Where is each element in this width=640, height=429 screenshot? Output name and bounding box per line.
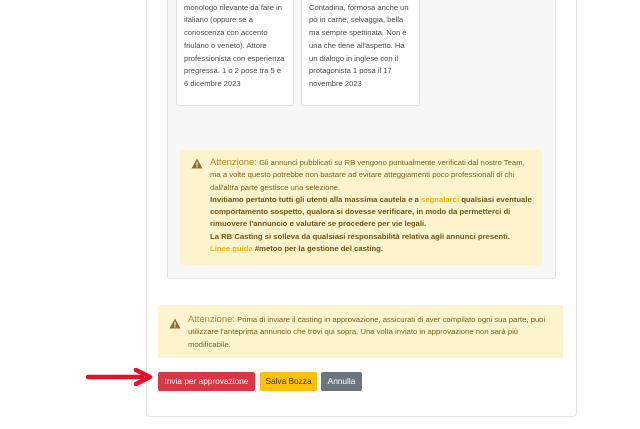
role-description: Contadina, formosa anche un pò in carne, selvaggia, bella ma sempre spettinata. Non è una che tiene all'aspetto. Ha un dialogo in inglese con il protagonista 1 posa il 17 novembre 2023 [309, 2, 409, 88]
submit-for-approval-button[interactable]: Invia per approvazione [158, 372, 255, 391]
alert-heading: Attenzione: [210, 156, 257, 167]
red-arrow-annotation [86, 368, 156, 388]
alert-disclaimer: La RB Casting si solleva da qualsiasi responsabilità relativa agli annunci presenti. [210, 231, 510, 241]
alert-heading: Attenzione: [188, 313, 235, 324]
moderation-alert [180, 150, 542, 265]
report-link[interactable]: segnalarci [421, 194, 460, 204]
save-draft-button[interactable]: Salva Bozza [260, 372, 317, 391]
alert-text: Prima di inviare il casting in approvazione, assicurati di aver compilato ogni sua parte, puoi utilizzare l'anteprima annuncio che trovi qui sopra. Una volta inviato in approvazione non sarà più modificabile. [188, 315, 546, 349]
guidelines-link[interactable]: Linee guida [210, 244, 253, 254]
role-card [176, 0, 294, 106]
alert-invite-text-continued: qualsiasi eventuale comportamento sospetto, qualora si dovesse verificare, in modo da permetterci di rimuovere l'annuncio e valutare se procedere per vie legali. [210, 194, 532, 229]
role-card [301, 0, 420, 106]
alert-text: Gli annunci pubblicati su RB vengono puntualmente verificati dal nostro Team, ma a volte questo potrebbe non bastare ad evitare atteggiamenti poco professionali di chi dall'altra parte gestisce una selezione. [210, 158, 525, 192]
guidelines-text: #metoo per la gestione del casting. [254, 244, 384, 254]
warning-triangle-icon [169, 318, 181, 329]
submit-warning-alert [158, 305, 563, 358]
warning-triangle-icon [191, 158, 203, 169]
alert-invite-text: Invitiamo pertanto tutti gli utenti alla massima cautela e a [210, 194, 419, 204]
role-description: monologo rilevante da fare in italiano (oppure se a conoscenza con accento friulano o veneto). Attore professionista con esperienza pregressa. 1 o 2 pose tra 5 e 6 dicembre 2023 [184, 2, 285, 88]
cancel-button[interactable]: Annulla [321, 372, 362, 391]
